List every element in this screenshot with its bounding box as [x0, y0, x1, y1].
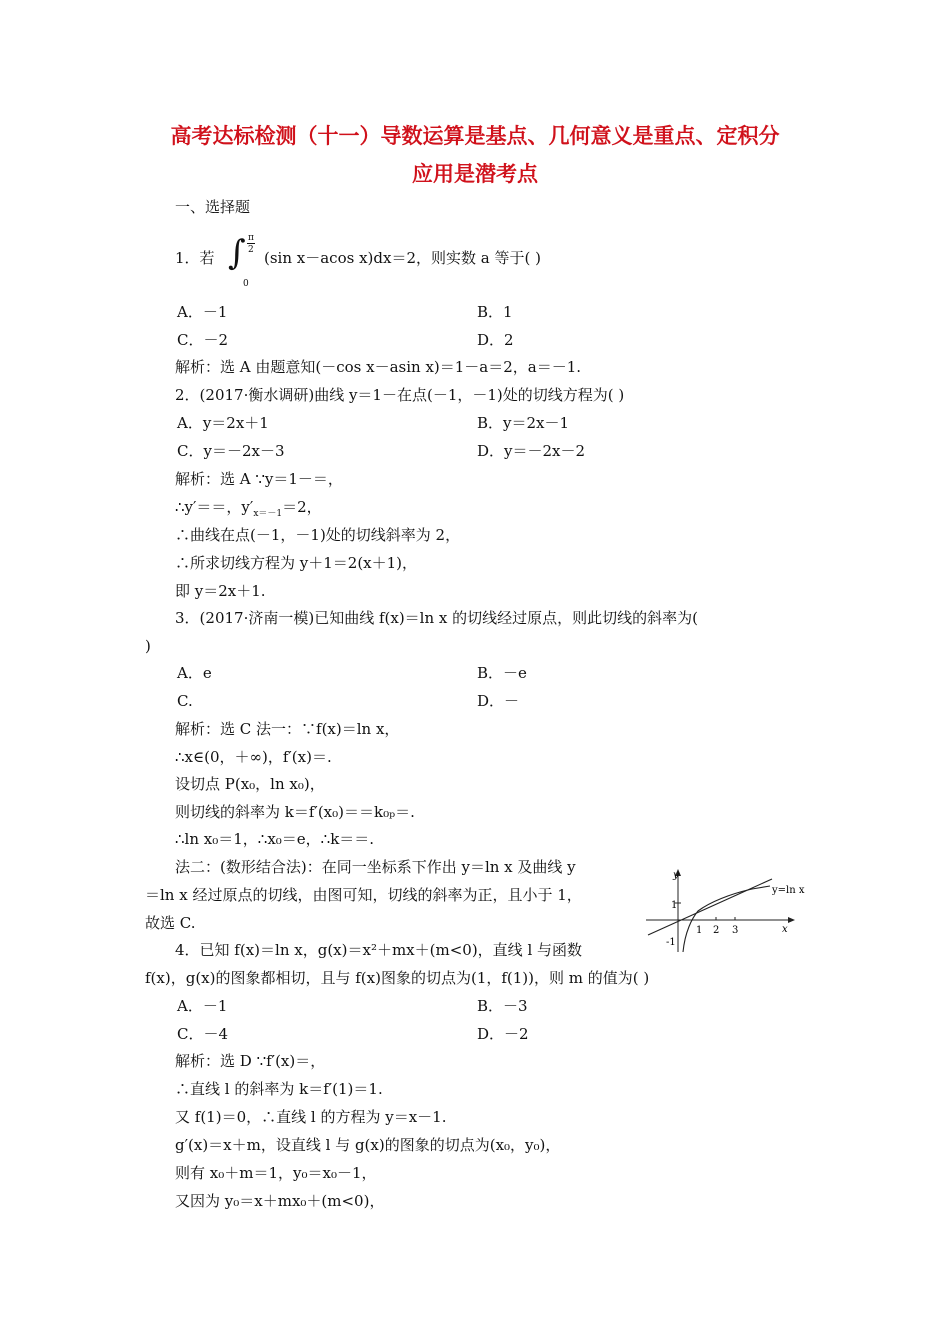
q1-lower-limit: 0: [243, 279, 249, 289]
q1-upper-limit-den: 2: [248, 245, 254, 255]
q4-stem-line2: f(x)，g(x)的图象都相切，且与 f(x)图象的切点为(1，f(1))，则 m 的值为( ): [145, 969, 650, 987]
q2-solution-line2-end: ＝2，: [282, 498, 322, 516]
graph-x-label: x: [782, 924, 788, 935]
q2-option-b: B．y＝2x－1: [477, 414, 570, 432]
q3-stem-line2: ): [145, 637, 151, 655]
graph-x-tick-label-2: 2: [713, 925, 720, 936]
q2-solution-line2-sub: x＝－1: [253, 509, 283, 519]
q1-integrand: (sin x－acos x)dx＝2，则实数 a 等于( ): [264, 249, 541, 267]
q2-solution-line1: 解析：选 A ∵y＝1－＝，: [175, 470, 343, 488]
ln-x-graph: [640, 862, 820, 957]
q3-option-b: B．－e: [477, 664, 527, 682]
q2-solution-line3: ∴曲线在点(－1，－1)处的切线斜率为 2，: [175, 526, 461, 544]
graph-x-tick-label-3: 3: [732, 925, 739, 936]
graph-x-tick-label-1: 1: [696, 925, 703, 936]
graph-y-label: y: [673, 870, 679, 881]
graph-curve-label: y=ln x: [772, 885, 805, 896]
q3-solution-line5: ∴ln x₀＝1，∴x₀＝e，∴k＝＝.: [175, 830, 375, 848]
q4-option-c: C．－4: [177, 1025, 229, 1043]
integral-sign: ∫: [228, 233, 246, 273]
q3-stem-line1: 3．(2017·济南一模)已知曲线 f(x)＝ln x 的切线经过原点，则此切线的斜率为(: [175, 609, 698, 627]
section-heading: 一、选择题: [175, 198, 251, 216]
document-title-line1: 高考达标检测（十一）导数运算是基点、几何意义是重点、定积分: [170, 124, 780, 148]
q4-solution-line4: g′(x)＝x＋m，设直线 l 与 g(x)的图象的切点为(x₀，y₀)，: [175, 1136, 561, 1154]
q2-solution-line2: [175, 500, 322, 519]
q4-solution-line3: 又 f(1)＝0，∴直线 l 的方程为 y＝x－1.: [175, 1108, 447, 1126]
q4-option-b: B．－3: [477, 997, 528, 1015]
graph-tangent-line: [648, 879, 772, 935]
q3-option-d: D．－: [477, 692, 520, 710]
q4-option-a: A．－1: [177, 997, 228, 1015]
q1-option-d: D．2: [477, 331, 514, 349]
q3-solution-line6: 法二：(数形结合法)：在同一坐标系下作出 y＝ln x 及曲线 y: [175, 858, 576, 876]
q2-solution-line4: ∴所求切线方程为 y＋1＝2(x＋1)，: [175, 554, 418, 572]
q2-solution-line5: 即 y＝2x＋1.: [175, 582, 266, 600]
q2-option-d: D．y＝－2x－2: [477, 442, 586, 460]
graph-y-tick-1: 1: [671, 900, 678, 911]
q2-option-c: C．y＝－2x－3: [177, 442, 285, 460]
graph-y-tick-m1: -1: [666, 937, 676, 948]
graph-x-arrow: [788, 917, 795, 923]
q4-solution-line2: ∴直线 l 的斜率为 k＝f′(1)＝1.: [175, 1080, 383, 1098]
q2-option-a: A．y＝2x＋1: [177, 414, 269, 432]
q4-solution-line1: 解析：选 D ∵f′(x)＝，: [175, 1052, 326, 1070]
q3-option-a: A．e: [177, 664, 212, 682]
q4-stem-line1: 4．已知 f(x)＝ln x，g(x)＝x²＋mx＋(m<0)，直线 l 与函数: [175, 941, 583, 959]
q1-upper-limit-num: π: [248, 233, 254, 243]
graph-ln-curve: [683, 886, 770, 952]
q3-solution-line4: 则切线的斜率为 k＝f′(x₀)＝＝k₀ₚ＝.: [175, 803, 415, 821]
q3-solution-line8: 故选 C.: [145, 914, 196, 932]
q1-option-c: C．－2: [177, 331, 229, 349]
q1-prefix: 1．若: [175, 249, 215, 267]
q2-solution-line2-main: ∴y′＝＝，y′: [175, 498, 254, 516]
document-title-line2: 应用是潜考点: [412, 162, 538, 186]
q3-solution-line7: ＝ln x 经过原点的切线，由图可知，切线的斜率为正，且小于 1，: [145, 886, 582, 904]
q1-option-b: B．1: [477, 303, 513, 321]
q2-stem: 2．(2017·衡水调研)曲线 y＝1－在点(－1，－1)处的切线方程为( ): [175, 386, 625, 404]
q3-solution-line3: 设切点 P(x₀，ln x₀)，: [175, 775, 325, 793]
q1-option-a: A．－1: [177, 303, 228, 321]
q4-solution-line6: 又因为 y₀＝x＋mx₀＋(m<0)，: [175, 1192, 385, 1210]
q3-solution-line2: ∴x∈(0，＋∞)，f′(x)＝.: [175, 748, 332, 766]
q4-solution-line5: 则有 x₀＋m＝1，y₀＝x₀－1，: [175, 1164, 377, 1182]
q1-solution: 解析：选 A 由题意知(－cos x－asin x)＝1－a＝2，a＝－1.: [175, 358, 582, 376]
q3-option-c: C.: [177, 692, 193, 710]
q4-option-d: D．－2: [477, 1025, 529, 1043]
q3-solution-line1: 解析：选 C 法一：∵f(x)＝ln x，: [175, 720, 400, 738]
